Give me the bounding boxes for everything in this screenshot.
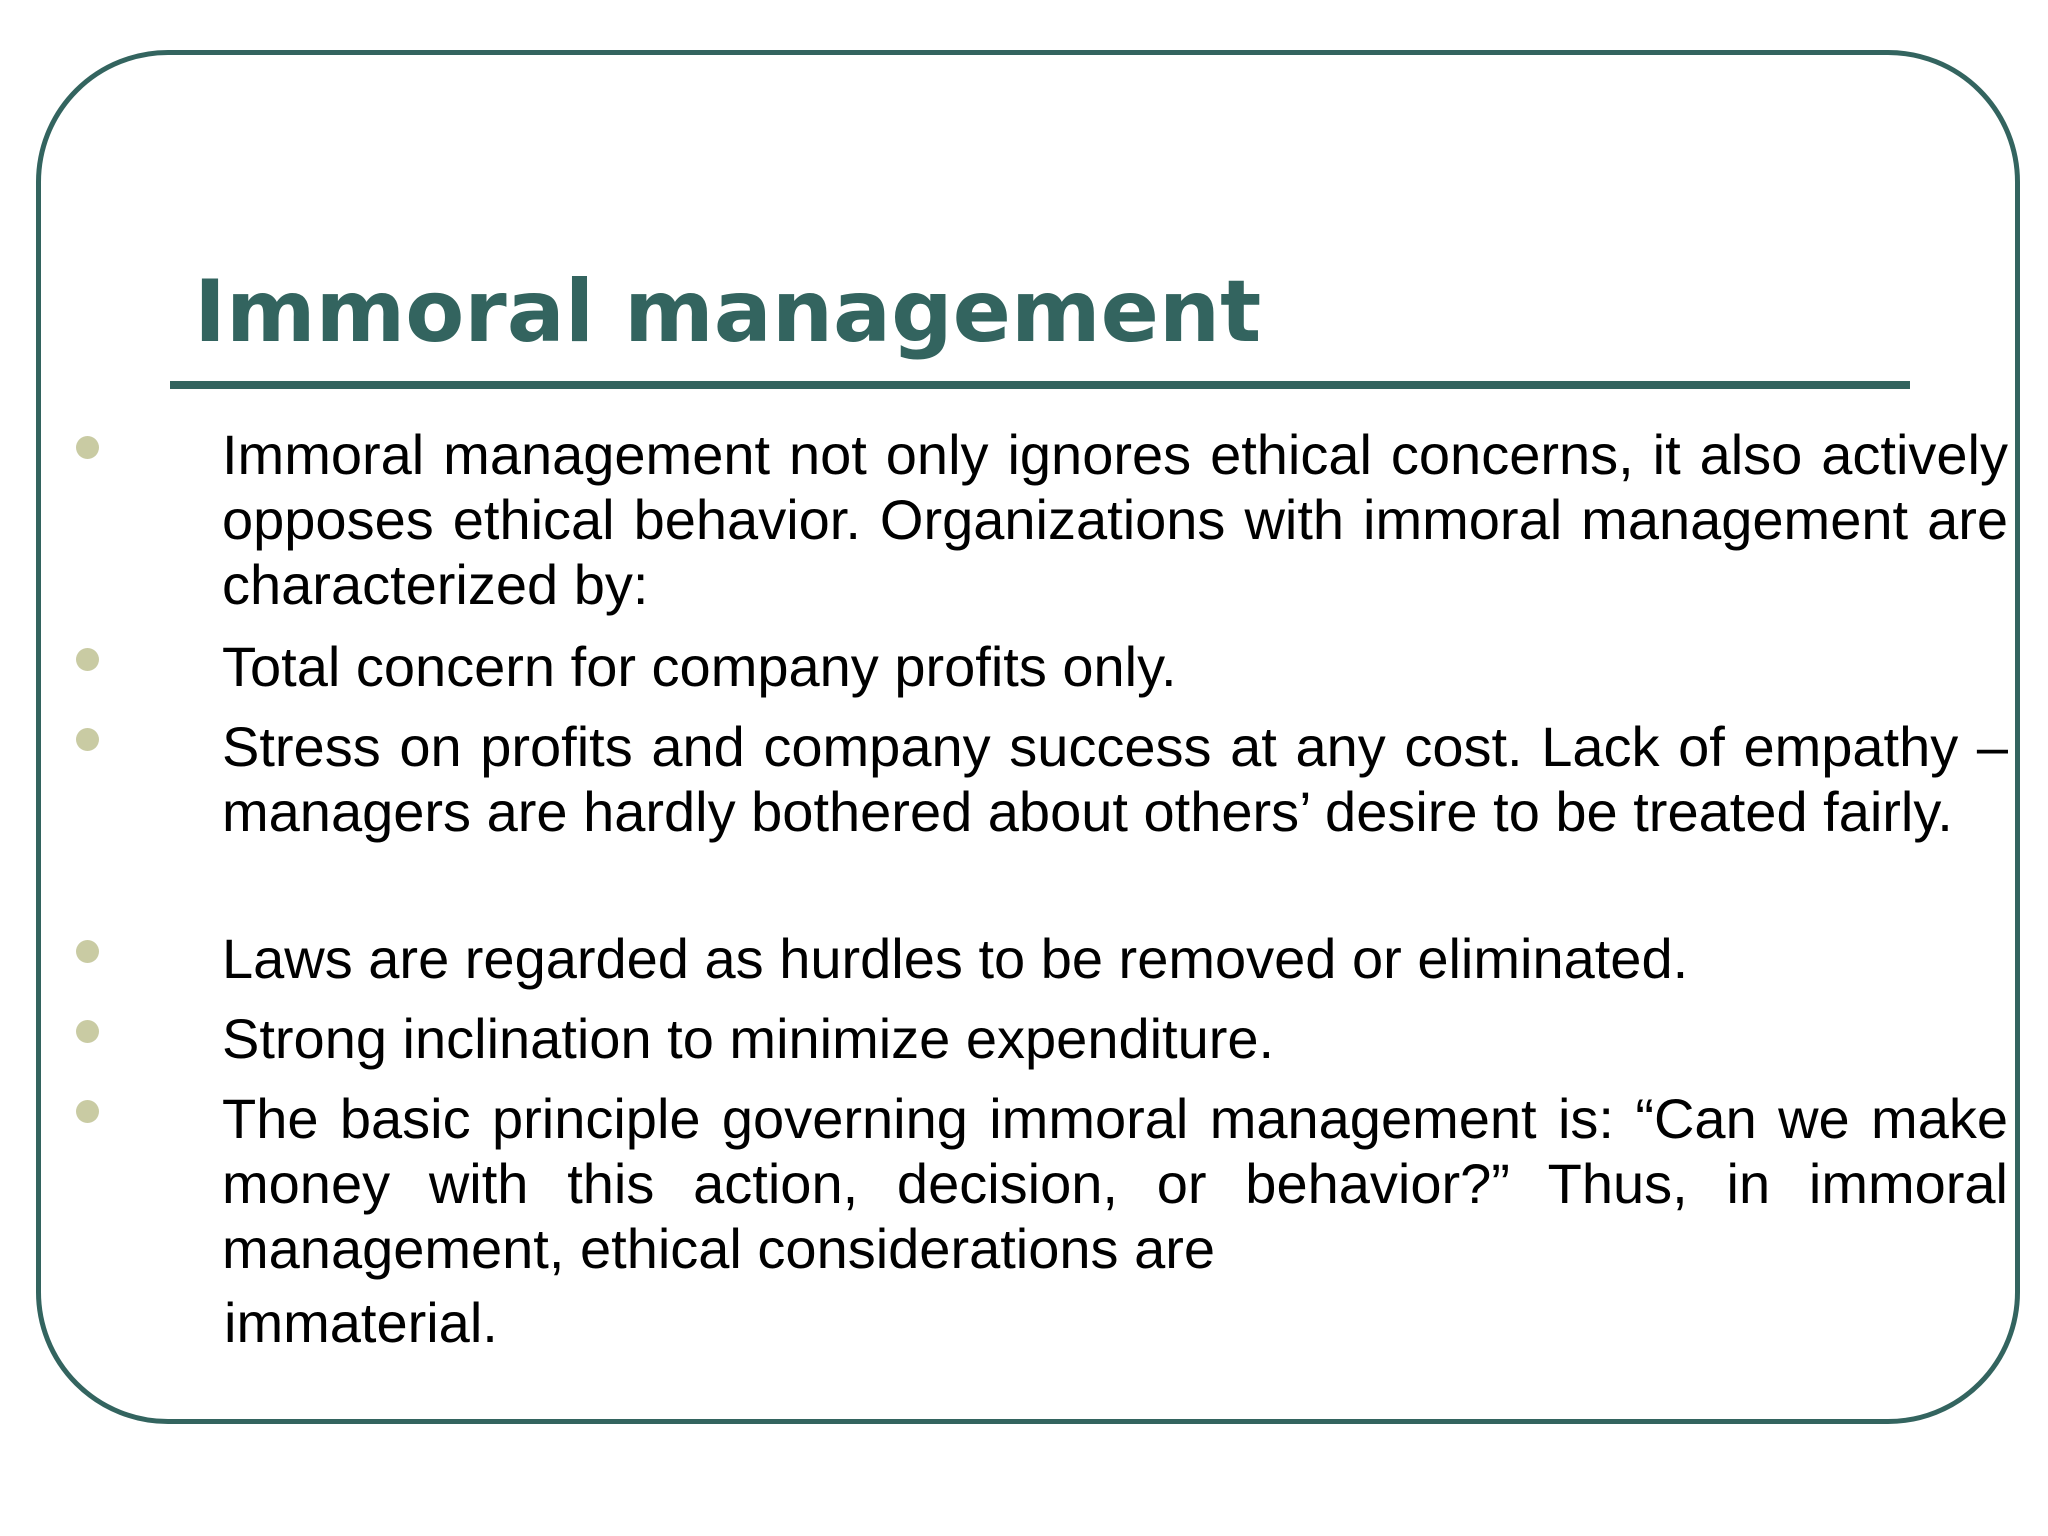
bullet-text-1: Immoral management not only ignores ethical concerns, it also actively opposes ethical behavior. Organizations with immoral management are characterized by: (222, 423, 2008, 616)
bullet-dot-icon (76, 728, 99, 751)
bullet-dot-icon (76, 1020, 99, 1043)
bullet-dot-icon (76, 940, 99, 963)
title-underline (170, 381, 1910, 389)
bullet-text-4: Laws are regarded as hurdles to be removed or eliminated. (222, 927, 1689, 990)
bullet-dot-icon (76, 648, 99, 671)
bullet-text-6-continuation: immaterial. (224, 1291, 498, 1354)
bullet-dot-icon (76, 436, 99, 459)
bullet-text-5: Strong inclination to minimize expenditure. (222, 1007, 1275, 1070)
bullet-text-6: The basic principle governing immoral management is: “Can we make money with this action, decision, or behavior?” Thus, in immoral management, ethical considerations are (222, 1087, 2008, 1280)
bullet-dot-icon (76, 1100, 99, 1123)
bullet-text-2: Total concern for company profits only. (222, 635, 1177, 698)
slide-title: Immoral management (194, 262, 1262, 362)
bullet-text-3: Stress on profits and company success at any cost. Lack of empathy – managers are hardly bothered about others’ desire to be treated fairly. (222, 715, 2008, 843)
